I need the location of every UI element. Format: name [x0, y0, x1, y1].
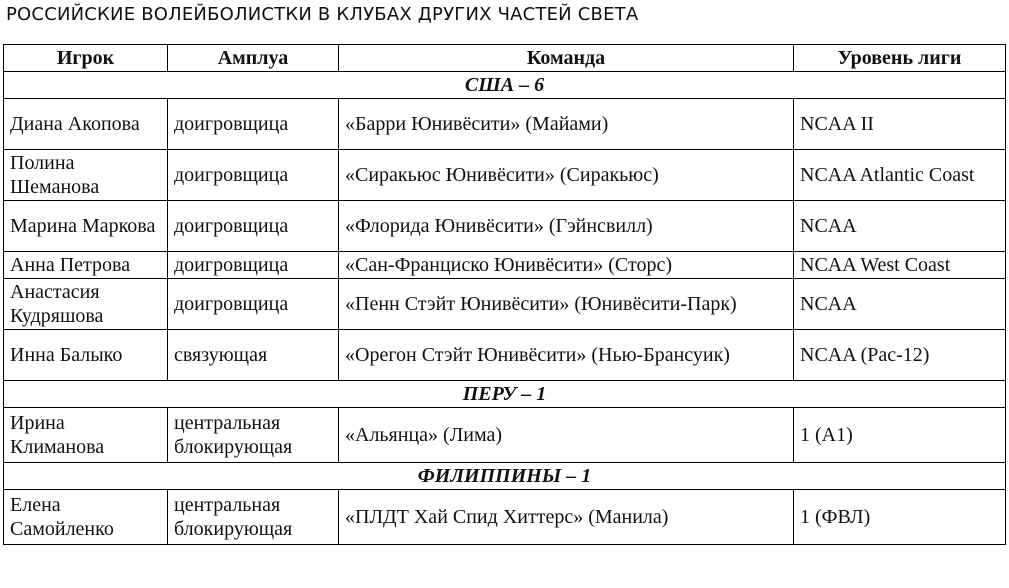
league-cell: NCAA — [794, 279, 1006, 330]
table-row — [4, 279, 1006, 330]
table-row — [4, 99, 1006, 150]
team-cell: «Орегон Стэйт Юнивёсити» (Нью-Брансуик) — [339, 330, 794, 381]
header-league-level: Уровень лиги — [794, 45, 1006, 72]
section-row-usa — [4, 72, 1006, 99]
team-cell: «Флорида Юнивёсити» (Гэйнсвилл) — [339, 201, 794, 252]
player-cell: Полина Шеманова — [4, 150, 168, 201]
player-cell: Инна Балыко — [4, 330, 168, 381]
role-cell: центральная блокирующая — [168, 490, 339, 545]
player-cell: Ирина Климанова — [4, 408, 168, 463]
player-cell: Анна Петрова — [4, 252, 168, 279]
table-row — [4, 330, 1006, 381]
header-row — [4, 45, 1006, 72]
table-row — [4, 252, 1006, 279]
table-row — [4, 490, 1006, 545]
player-cell: Анастасия Кудряшова — [4, 279, 168, 330]
team-cell: «Сан-Франциско Юнивёсити» (Сторс) — [339, 252, 794, 279]
league-cell: NCAA West Coast — [794, 252, 1006, 279]
page-title: РОССИЙСКИЕ ВОЛЕЙБОЛИСТКИ В КЛУБАХ ДРУГИХ ЧАСТЕЙ СВЕТА — [6, 4, 639, 25]
player-cell: Диана Акопова — [4, 99, 168, 150]
team-cell: «Барри Юнивёсити» (Майами) — [339, 99, 794, 150]
section-row-peru — [4, 381, 1006, 408]
player-cell: Марина Маркова — [4, 201, 168, 252]
section-label: ПЕРУ – 1 — [4, 381, 1006, 408]
league-cell: 1 (ФВЛ) — [794, 490, 1006, 545]
team-cell: «ПЛДТ Хай Спид Хиттерс» (Манила) — [339, 490, 794, 545]
role-cell: центральная блокирующая — [168, 408, 339, 463]
league-cell: NCAA (Pac-12) — [794, 330, 1006, 381]
header-team: Команда — [339, 45, 794, 72]
table-row — [4, 201, 1006, 252]
role-cell: доигровщица — [168, 252, 339, 279]
header-role: Амплуа — [168, 45, 339, 72]
table-row — [4, 150, 1006, 201]
section-label: ФИЛИППИНЫ – 1 — [4, 463, 1006, 490]
section-row-philippines — [4, 463, 1006, 490]
role-cell: доигровщица — [168, 201, 339, 252]
team-cell: «Пенн Стэйт Юнивёсити» (Юнивёсити-Парк) — [339, 279, 794, 330]
header-player: Игрок — [4, 45, 168, 72]
team-cell: «Сиракьюс Юнивёсити» (Сиракьюс) — [339, 150, 794, 201]
player-cell: Елена Самойленко — [4, 490, 168, 545]
role-cell: связующая — [168, 330, 339, 381]
league-cell: NCAA II — [794, 99, 1006, 150]
table-row — [4, 408, 1006, 463]
roster-table — [3, 44, 1006, 545]
league-cell: NCAA Atlantic Coast — [794, 150, 1006, 201]
role-cell: доигровщица — [168, 150, 339, 201]
role-cell: доигровщица — [168, 99, 339, 150]
section-label: США – 6 — [4, 72, 1006, 99]
league-cell: NCAA — [794, 201, 1006, 252]
role-cell: доигровщица — [168, 279, 339, 330]
team-cell: «Альянца» (Лима) — [339, 408, 794, 463]
league-cell: 1 (A1) — [794, 408, 1006, 463]
